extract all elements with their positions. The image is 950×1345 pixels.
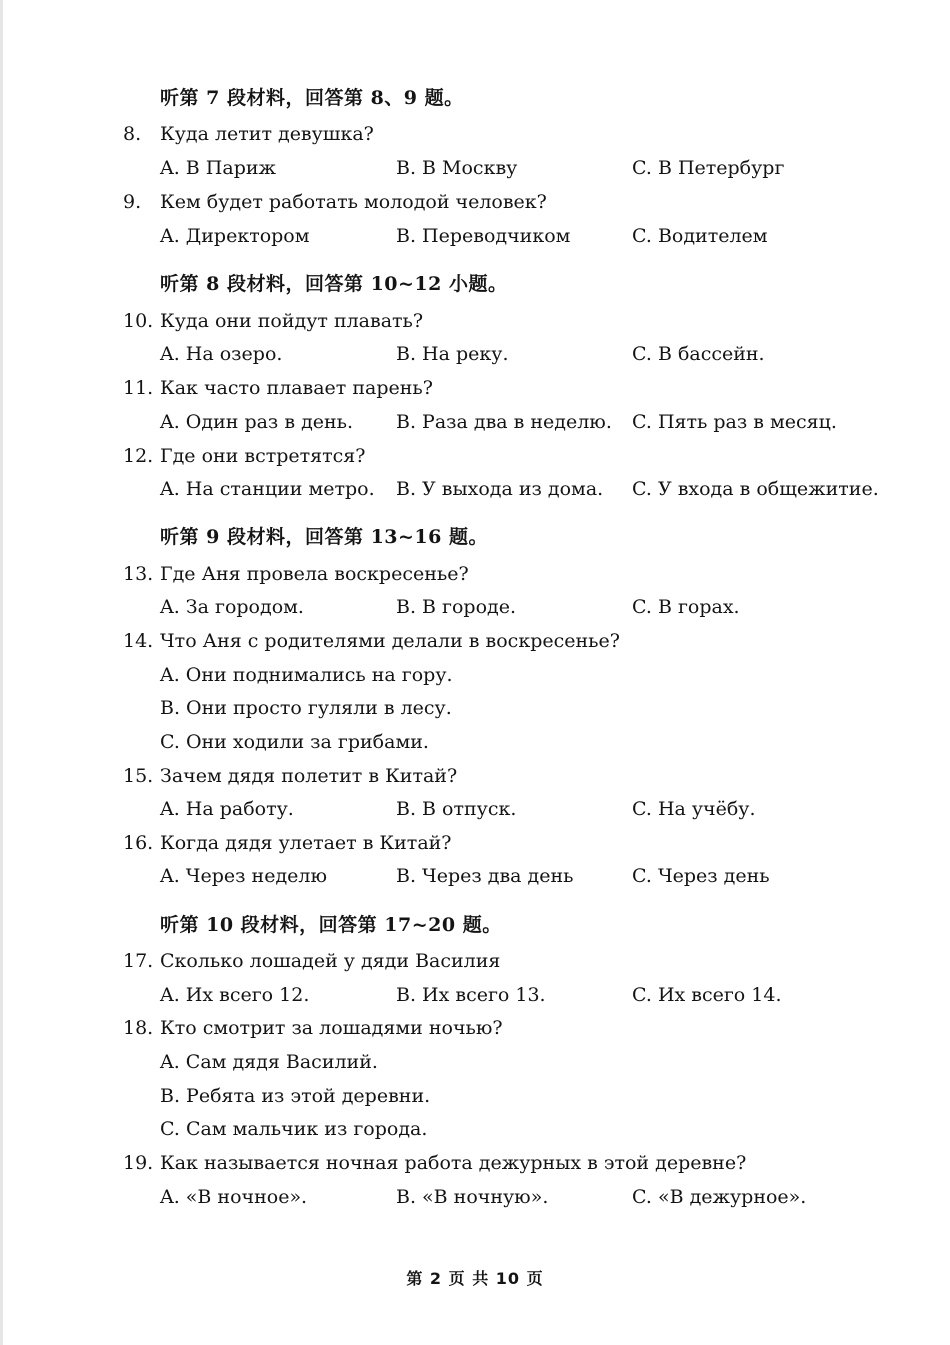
choice-b: B. В Москву bbox=[396, 157, 518, 179]
section-instruction: 听第 10 段材料，回答第 17~20 题。 bbox=[160, 914, 502, 936]
question-number: 9. bbox=[123, 191, 142, 213]
question-number: 12. bbox=[123, 445, 154, 467]
choice-b: B. У выхода из дома. bbox=[396, 478, 604, 500]
choice-c: C. В бассейн. bbox=[632, 343, 765, 365]
choice-c: C. «В дежурное». bbox=[632, 1186, 807, 1208]
question-text: Кем будет работать молодой человек? bbox=[160, 191, 547, 213]
choice-a: A. «В ночное». bbox=[160, 1186, 308, 1208]
choice-a: A. Сам дядя Василий. bbox=[160, 1051, 378, 1073]
choice-a: A. Они поднимались на гору. bbox=[160, 664, 453, 686]
choice-a: A. Через неделю bbox=[160, 865, 328, 887]
choice-b: B. Их всего 13. bbox=[396, 984, 546, 1006]
choice-b: B. Ребята из этой деревни. bbox=[160, 1085, 431, 1107]
choice-c: C. Водителем bbox=[632, 225, 768, 247]
choice-c: C. Через день bbox=[632, 865, 770, 887]
question-text: Где они встретятся? bbox=[160, 445, 366, 467]
page-number: 第 2 页 共 10 页 bbox=[406, 1269, 544, 1288]
question-text: Куда они пойдут плавать? bbox=[160, 310, 424, 332]
choice-b: B. Раза два в неделю. bbox=[396, 411, 612, 433]
question-number: 18. bbox=[123, 1017, 154, 1039]
choice-b: B. Через два день bbox=[396, 865, 574, 887]
choice-c: C. В Петербург bbox=[632, 157, 785, 179]
section-instruction: 听第 7 段材料，回答第 8、9 题。 bbox=[160, 87, 464, 109]
scan-edge bbox=[0, 0, 3, 1345]
question-number: 17. bbox=[123, 950, 154, 972]
choice-a: A. Их всего 12. bbox=[160, 984, 310, 1006]
question-text: Что Аня с родителями делали в воскресенье? bbox=[160, 630, 620, 652]
choice-a: A. На работу. bbox=[160, 798, 294, 820]
choice-a: A. Директором bbox=[160, 225, 310, 247]
question-number: 11. bbox=[123, 377, 154, 399]
question-text: Зачем дядя полетит в Китай? bbox=[160, 765, 458, 787]
choice-c: C. Они ходили за грибами. bbox=[160, 731, 429, 753]
choice-b: B. На реку. bbox=[396, 343, 509, 365]
choice-b: B. Переводчиком bbox=[396, 225, 571, 247]
choice-b: B. «В ночную». bbox=[396, 1186, 549, 1208]
choice-c: C. Их всего 14. bbox=[632, 984, 782, 1006]
choice-c: C. У входа в общежитие. bbox=[632, 478, 879, 500]
question-number: 13. bbox=[123, 563, 154, 585]
question-text: Где Аня провела воскресенье? bbox=[160, 563, 469, 585]
choice-c: C. Сам мальчик из города. bbox=[160, 1118, 428, 1140]
choice-a: A. Один раз в день. bbox=[160, 411, 354, 433]
question-number: 14. bbox=[123, 630, 154, 652]
question-text: Кто смотрит за лошадями ночью? bbox=[160, 1017, 503, 1039]
choice-a: A. На озеро. bbox=[160, 343, 283, 365]
choice-b: B. В городе. bbox=[396, 596, 517, 618]
section-instruction: 听第 9 段材料，回答第 13~16 题。 bbox=[160, 526, 488, 548]
question-text: Как часто плавает парень? bbox=[160, 377, 433, 399]
question-number: 10. bbox=[123, 310, 154, 332]
choice-c: C. На учёбу. bbox=[632, 798, 756, 820]
choice-b: B. В отпуск. bbox=[396, 798, 517, 820]
choice-a: A. За городом. bbox=[160, 596, 304, 618]
question-number: 19. bbox=[123, 1152, 154, 1174]
question-text: Куда летит девушка? bbox=[160, 123, 374, 145]
question-text: Сколько лошадей у дяди Василия bbox=[160, 950, 501, 972]
choice-b: B. Они просто гуляли в лесу. bbox=[160, 697, 452, 719]
question-number: 8. bbox=[123, 123, 142, 145]
question-number: 15. bbox=[123, 765, 154, 787]
section-instruction: 听第 8 段材料，回答第 10~12 小题。 bbox=[160, 273, 508, 295]
choice-a: A. В Париж bbox=[160, 157, 277, 179]
question-text: Как называется ночная работа дежурных в этой деревне? bbox=[160, 1152, 747, 1174]
choice-a: A. На станции метро. bbox=[160, 478, 375, 500]
question-number: 16. bbox=[123, 832, 154, 854]
question-text: Когда дядя улетает в Китай? bbox=[160, 832, 452, 854]
choice-c: C. Пять раз в месяц. bbox=[632, 411, 837, 433]
choice-c: C. В горах. bbox=[632, 596, 740, 618]
